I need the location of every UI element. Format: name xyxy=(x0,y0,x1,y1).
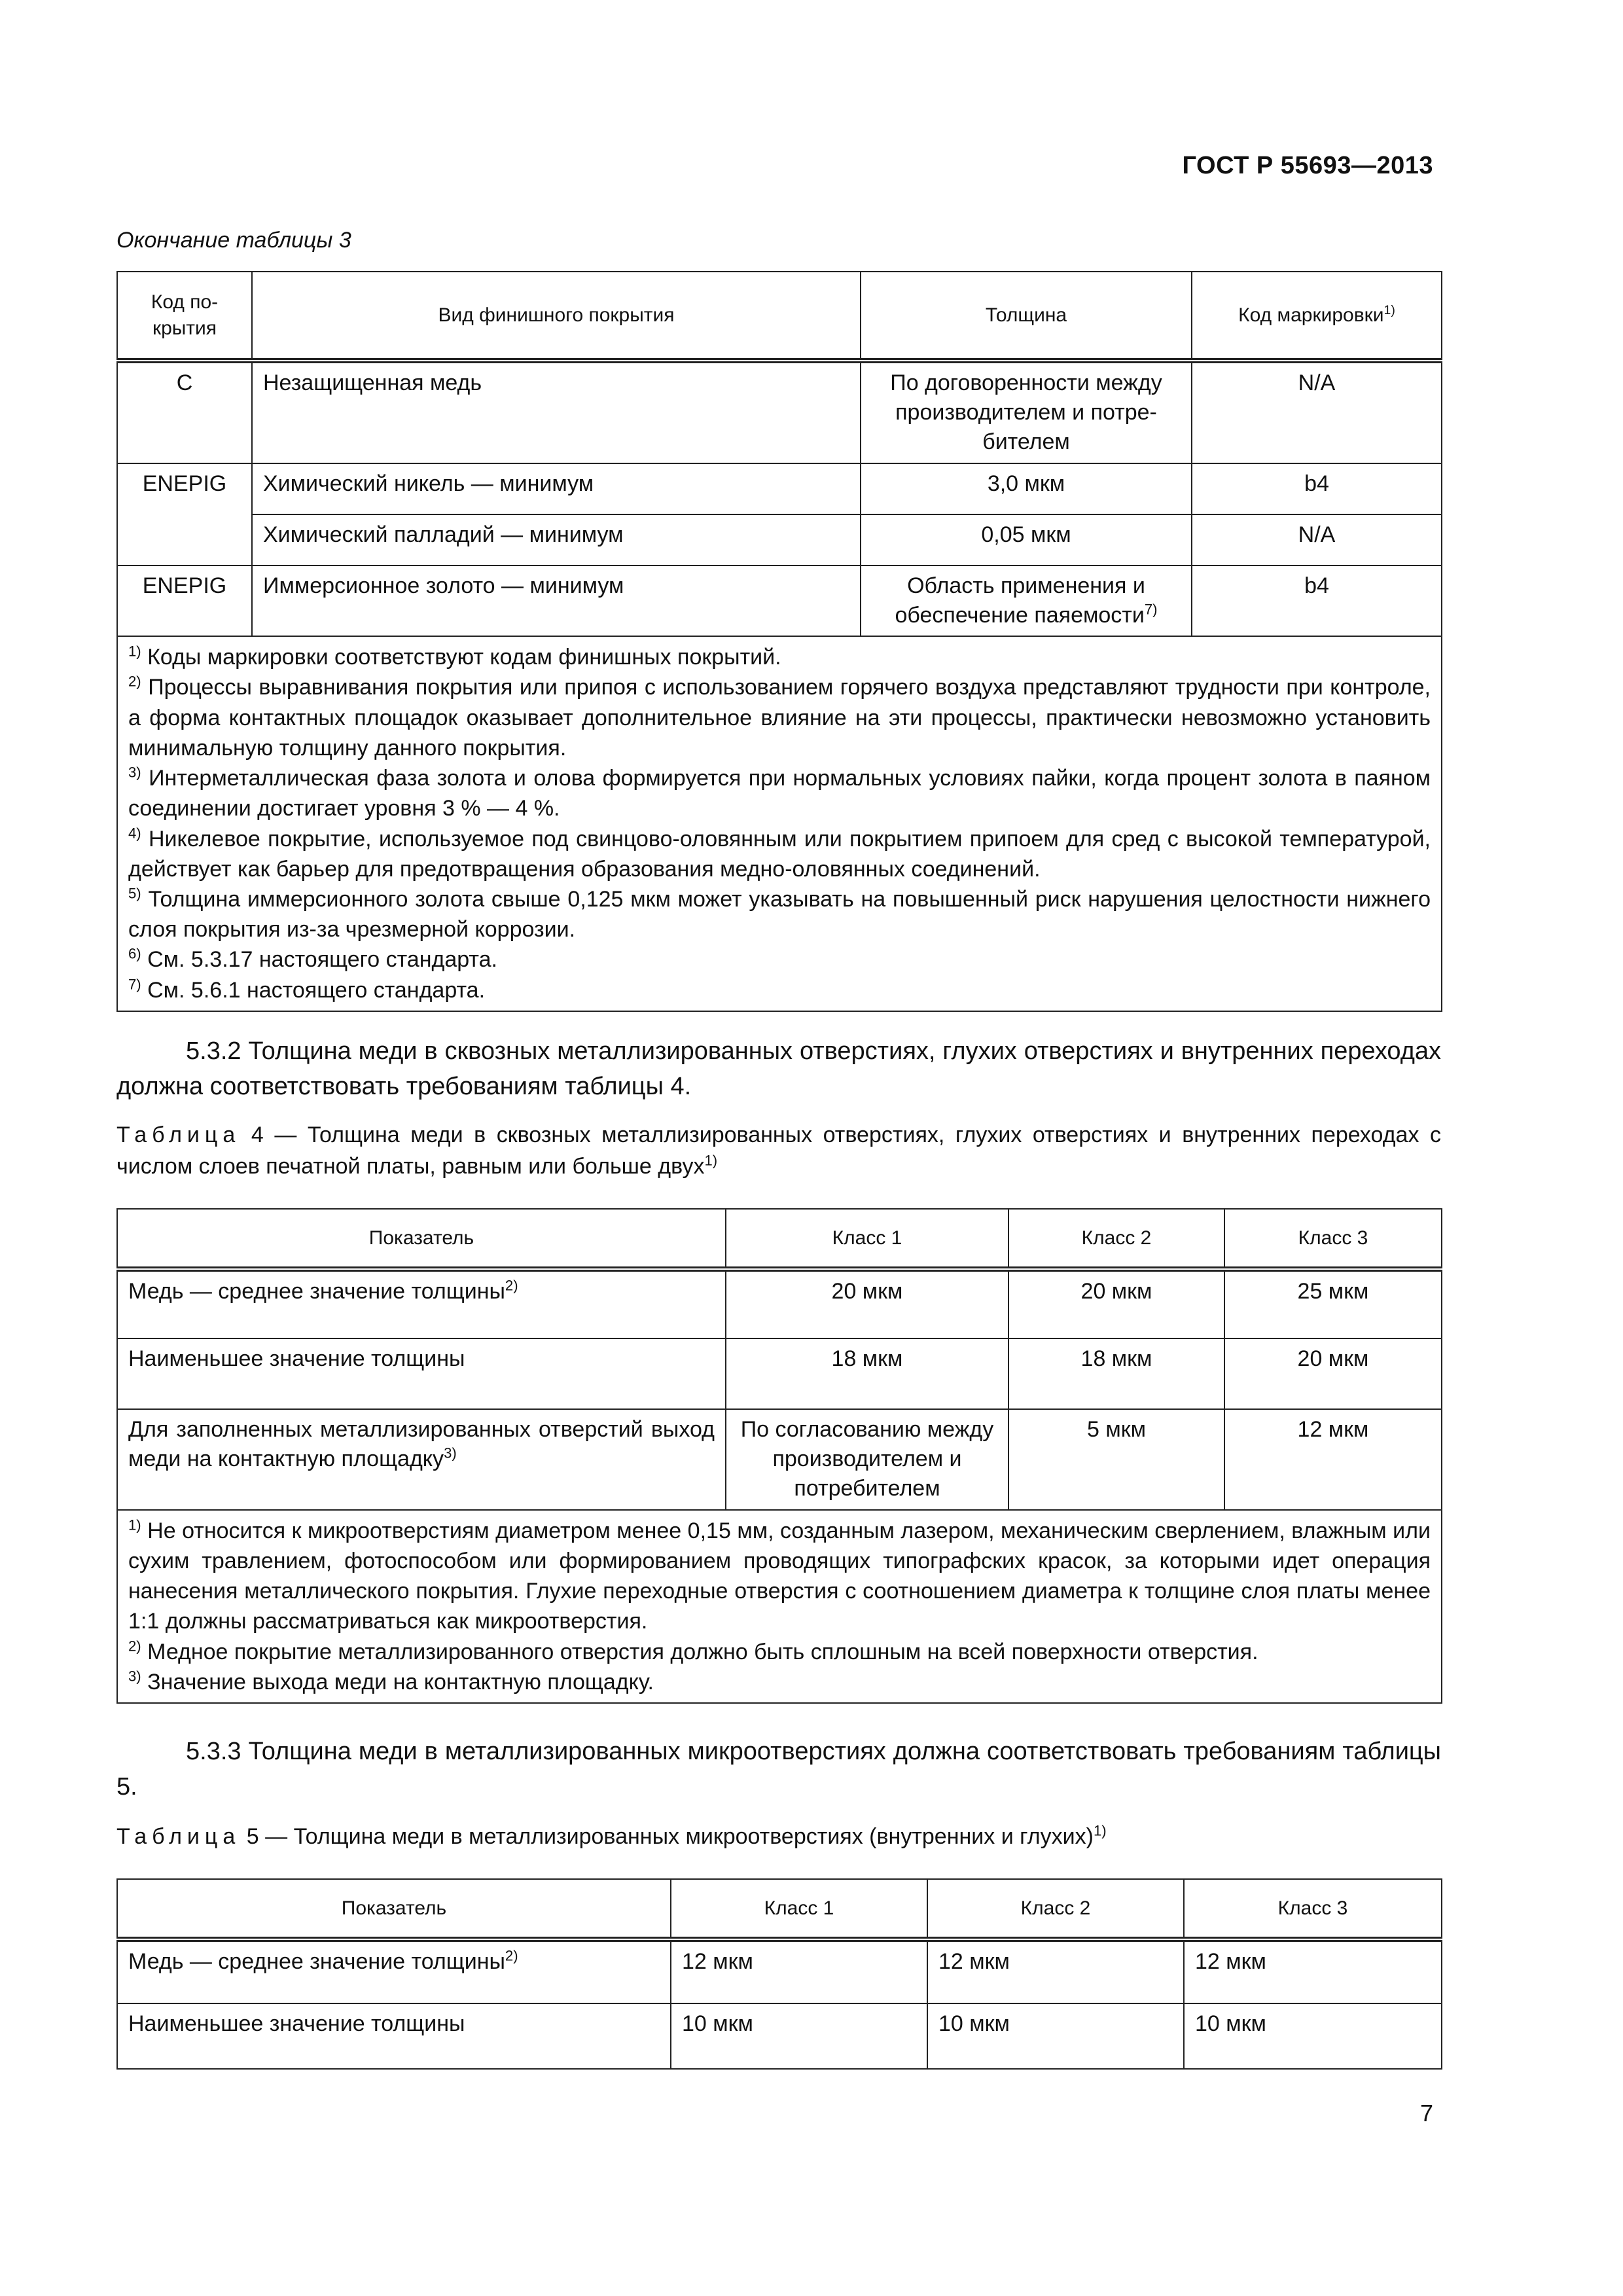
table5-caption: Таблица 5 — Толщина меди в металлизированных микроотверстиях (внутренних и глухих)$^{1)}$ xyxy=(116,1822,1107,1849)
table-cell: 20 мкм xyxy=(726,1269,1008,1338)
paragraph-5-3-2: 5.3.2 Толщина меди в сквозных металлизированных отверстиях, глухих отверстиях и внутренних переходах должна соответствовать требованиям таблицы 4. xyxy=(116,1037,1441,1100)
table-cell: b4 xyxy=(1192,463,1442,514)
table3-col-code: Код по- крытия xyxy=(117,272,252,361)
table-cell: Медь — среднее значение толщины$^{2)}$ xyxy=(117,1269,726,1338)
table4-col-class3: Класс 3 xyxy=(1224,1209,1442,1269)
table4-caption: Таблица 4 — Толщина меди в сквозных металлизированных отверстиях, глухих отверстиях и внутренних переходах с числом слоев печатной платы, равным или больше двух$^{1)}$ xyxy=(116,1122,1442,1179)
table-cell: По договоренности между производителем и потре-бителем xyxy=(861,361,1192,463)
footnote: $^{2)}$ Медное покрытие металлизированного отверстия должно быть сплошным на всей поверхности отверстия. xyxy=(128,1638,1258,1664)
table-cell: 25 мкм xyxy=(1224,1269,1442,1338)
table-cell: 12 мкм xyxy=(927,1939,1184,2003)
table-cell: 5 мкм xyxy=(1008,1409,1224,1510)
table-row xyxy=(117,1338,1442,1409)
table-cell: 12 мкм xyxy=(1224,1409,1442,1510)
table-cell: По согласованию между производителем и потребителем xyxy=(726,1409,1008,1510)
document-number: ГОСТ Р 55693—2013 xyxy=(1182,152,1433,179)
footnote: $^{5)}$ Толщина иммерсионного золота свыше 0,125 мкм может указывать на повышенный риск нарушения целостности нижнего слоя покрытия из-за чрезмерной коррозии. xyxy=(128,885,1431,942)
table3-col-mark: Код маркировки$^{1)}$ xyxy=(1192,272,1442,361)
footnote: $^{1)}$ Коды маркировки соответствуют кодам финишных покрытий. xyxy=(128,643,781,670)
table3-notes-row xyxy=(117,636,1442,1011)
table4-col-parameter: Показатель xyxy=(117,1209,726,1269)
page-number: 7 xyxy=(1419,2100,1433,2126)
footnote: $^{1)}$ Не относится к микроотверстиям диаметром менее 0,15 мм, созданным лазером, механическим сверлением, влажным или сухим травлением, фотоспособом или формированием проводящих типографских красок, за которыми идет операция нанесения металлического покрытия. Глухие переходные отверстия с соотношением диаметра к толщине слоя платы менее 1:1 должны рассматриваться как микроотверстия. xyxy=(128,1516,1431,1634)
table5-col-class1: Класс 1 xyxy=(671,1879,927,1939)
table-cell: N/A xyxy=(1192,361,1442,463)
table-cell: Наименьшее значение толщины xyxy=(117,2003,671,2069)
table-cell: 10 мкм xyxy=(1184,2003,1442,2069)
table3-col-type: Вид финишного покрытия xyxy=(252,272,861,361)
footnote: $^{4)}$ Никелевое покрытие, используемое под свинцово-оловянным или покрытием припоем для сред с высокой температурой, действует как барьер для предотвращения образования медно-оловянных соединений. xyxy=(128,825,1431,882)
footnote: $^{7)}$ См. 5.6.1 настоящего стандарта. xyxy=(128,976,486,1003)
table-4 xyxy=(116,1208,1442,1704)
table4-footnotes xyxy=(117,1510,1442,1703)
table-cell: Химический палладий — минимум xyxy=(252,514,861,565)
paragraph-5-3-3: 5.3.3 Толщина меди в металлизированных микроотверстиях должна соответствовать требованиям таблицы 5. xyxy=(116,1738,1441,1801)
table-cell: 10 мкм xyxy=(927,2003,1184,2069)
table-cell: Область применения и обеспечение паяемости$^{7)}$ xyxy=(861,565,1192,636)
table-cell: 12 мкм xyxy=(1184,1939,1442,2003)
table4-col-class2: Класс 2 xyxy=(1008,1209,1224,1269)
table-cell: 12 мкм xyxy=(671,1939,927,2003)
footnote: $^{6)}$ См. 5.3.17 настоящего стандарта. xyxy=(128,946,497,973)
table4-col-class1: Класс 1 xyxy=(726,1209,1008,1269)
table-cell: 18 мкм xyxy=(726,1338,1008,1409)
table5-col-class3: Класс 3 xyxy=(1184,1879,1442,1939)
table-cell: ENEPIG xyxy=(117,463,252,565)
table-cell: N/A xyxy=(1192,514,1442,565)
table-cell: 20 мкм xyxy=(1008,1269,1224,1338)
table-row xyxy=(117,2003,1442,2069)
table-cell: 10 мкм xyxy=(671,2003,927,2069)
table-cell: 20 мкм xyxy=(1224,1338,1442,1409)
footnote: $^{3)}$ Значение выхода меди на контактную площадку. xyxy=(128,1668,654,1695)
table5-col-parameter: Показатель xyxy=(117,1879,671,1939)
table-cell: ENEPIG xyxy=(117,565,252,636)
table-cell: Незащищенная медь xyxy=(252,361,861,463)
table5-col-class2: Класс 2 xyxy=(927,1879,1184,1939)
footnote: $^{3)}$ Интерметаллическая фаза золота и олова формируется при нормальных условиях пайки, когда процент золота в паяном соединении достигает уровня 3 % — 4 %. xyxy=(128,764,1431,821)
table-cell: b4 xyxy=(1192,565,1442,636)
table-row xyxy=(117,361,1442,463)
table-row xyxy=(117,1269,1442,1338)
table-3 xyxy=(116,271,1442,1012)
table-row xyxy=(117,514,1442,565)
table-row xyxy=(117,1939,1442,2003)
table3-caption: Окончание таблицы 3 xyxy=(116,228,351,253)
table3-footnotes xyxy=(117,636,1442,1011)
table-cell: Для заполненных металлизированных отверстий выход меди на контактную площадку$^{3)}$ xyxy=(117,1409,726,1510)
table-cell: 18 мкм xyxy=(1008,1338,1224,1409)
table-cell: Химический никель — минимум xyxy=(252,463,861,514)
table-row xyxy=(117,1409,1442,1510)
table-row xyxy=(117,463,1442,514)
table3-col-thickness: Толщина xyxy=(861,272,1192,361)
table-cell: Наименьшее значение толщины xyxy=(117,1338,726,1409)
table-row xyxy=(117,565,1442,636)
table-cell: Медь — среднее значение толщины$^{2)}$ xyxy=(117,1939,671,2003)
table-cell: 0,05 мкм xyxy=(861,514,1192,565)
table-cell: C xyxy=(117,361,252,463)
table-5 xyxy=(116,1878,1442,2070)
table4-notes-row xyxy=(117,1510,1442,1703)
table-cell: Иммерсионное золото — минимум xyxy=(252,565,861,636)
table-cell: 3,0 мкм xyxy=(861,463,1192,514)
footnote: $^{2)}$ Процессы выравнивания покрытия или припоя с использованием горячего воздуха представляют трудности при контроле, а форма контактных площадок оказывает дополнительное влияние на эти процессы, практически невозможно установить минимальную толщину данного покрытия. xyxy=(128,673,1431,761)
